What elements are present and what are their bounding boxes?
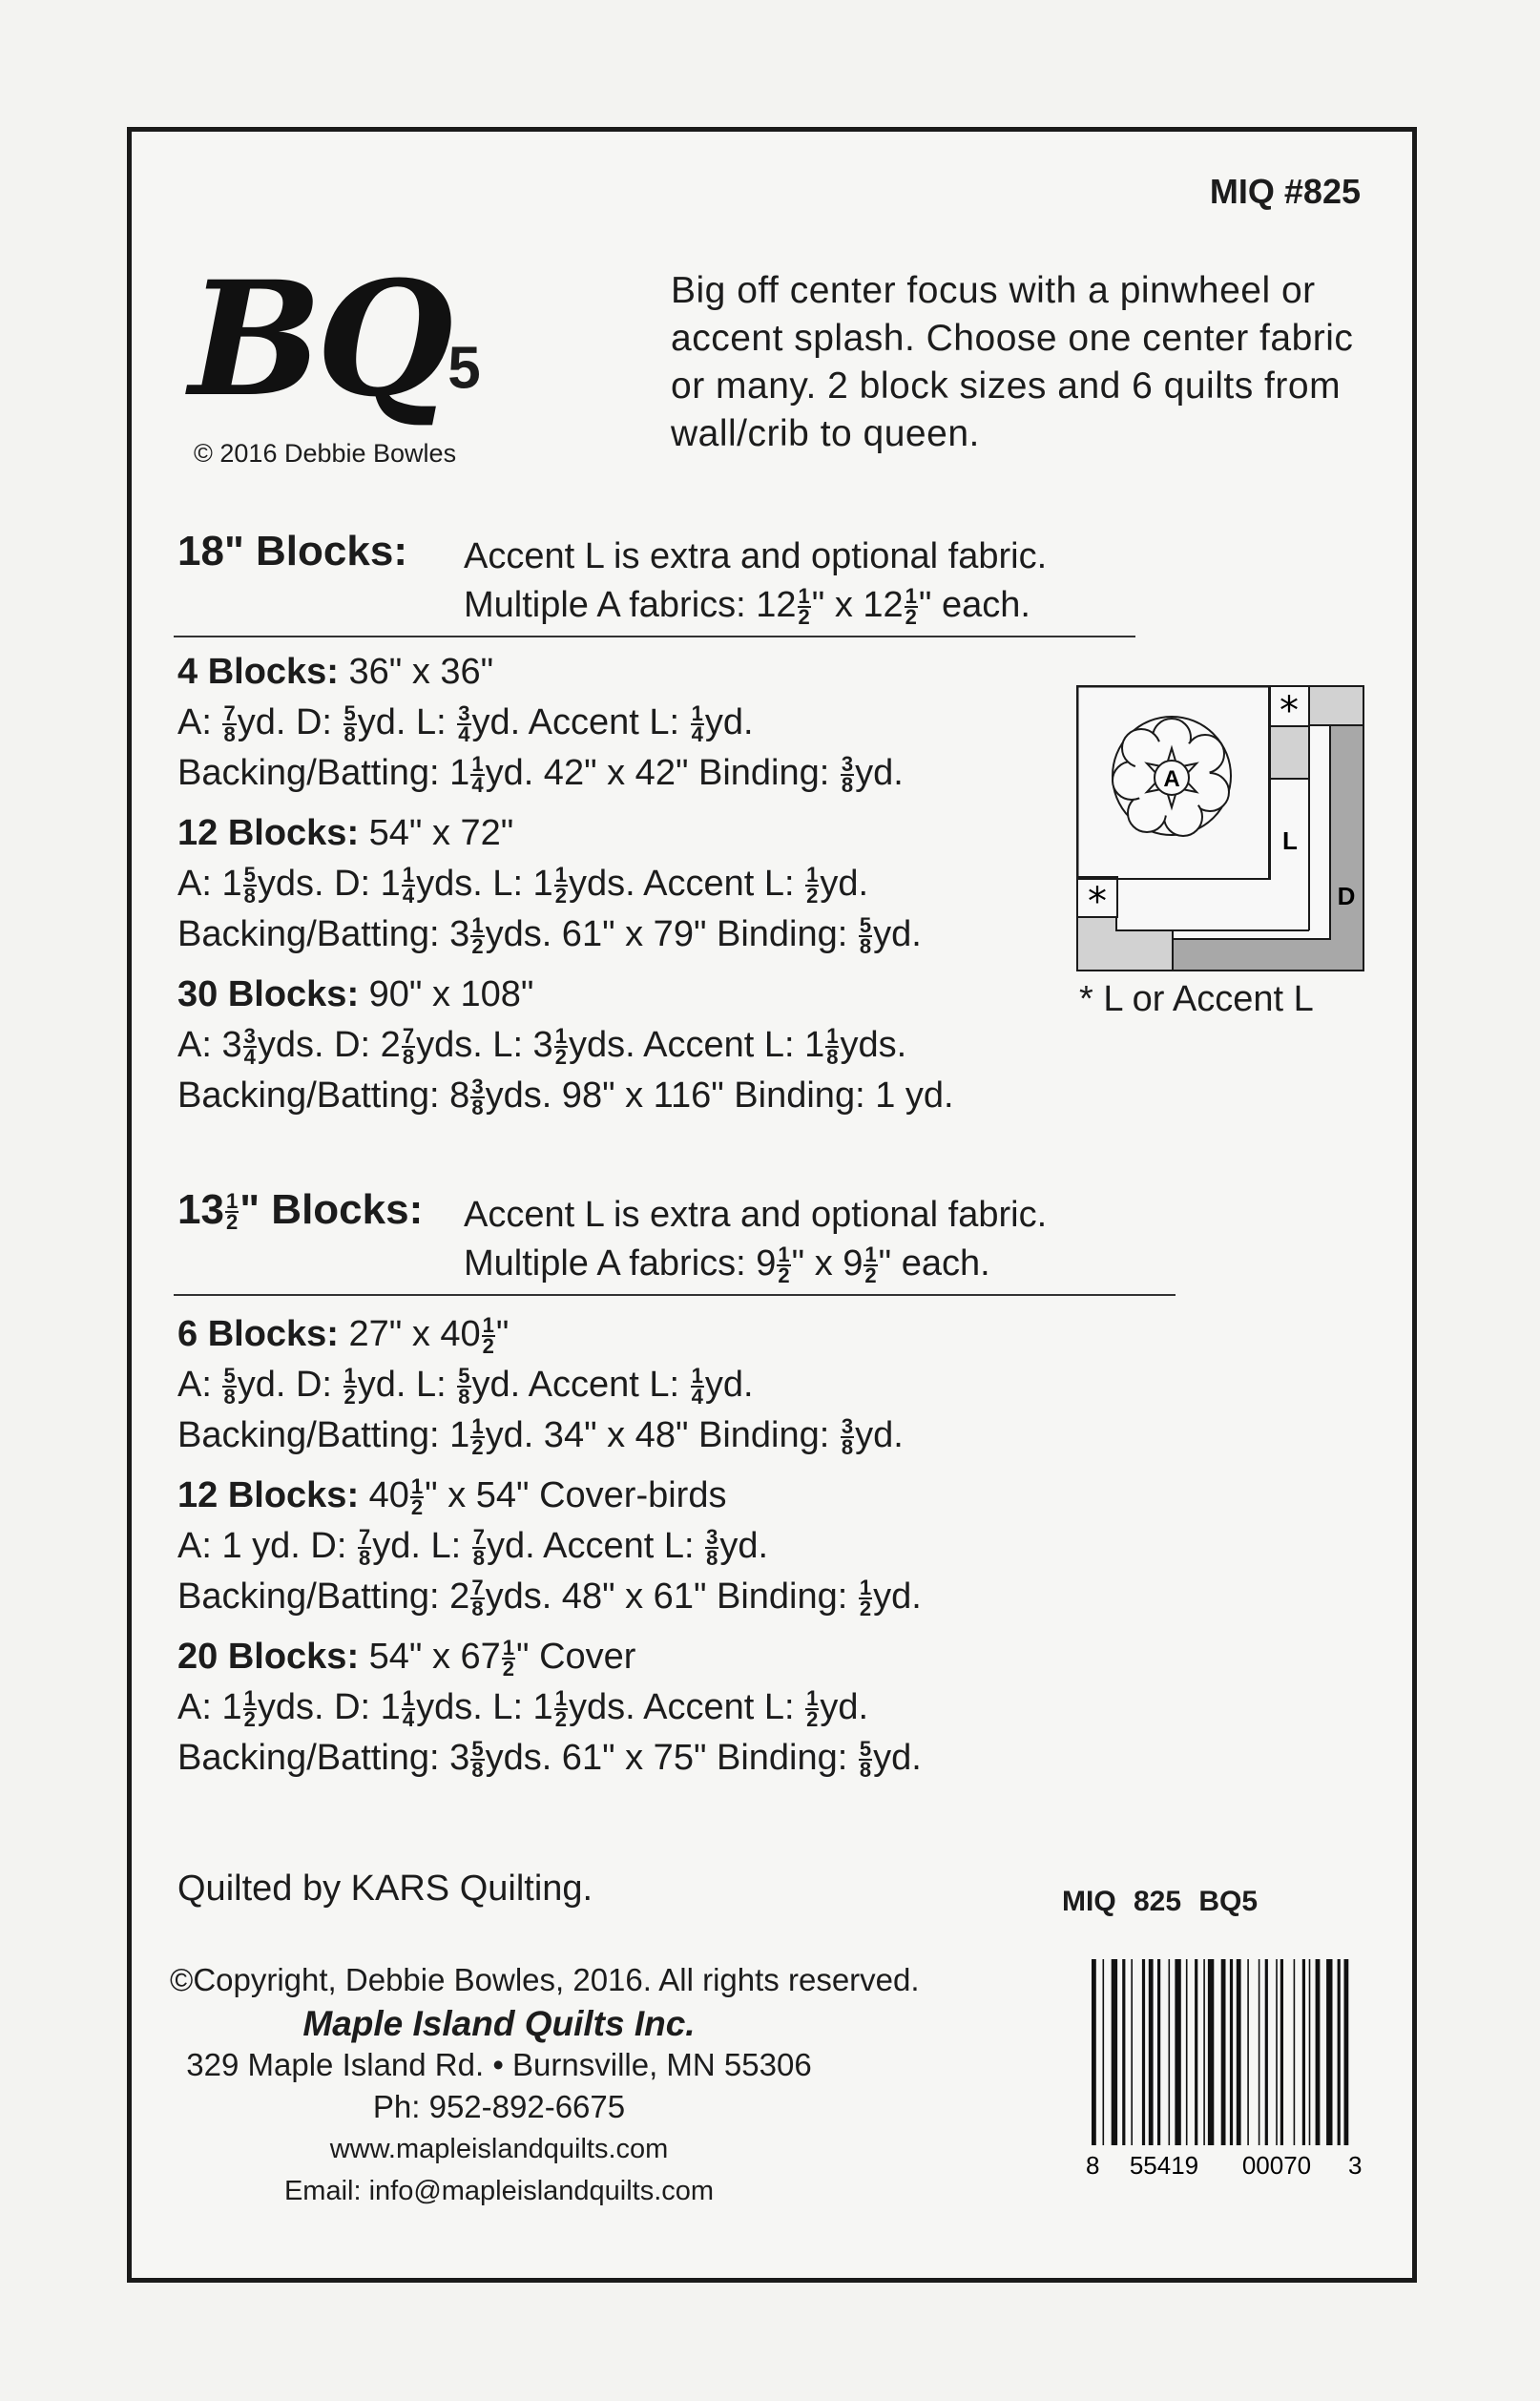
- barcode-bar: [1195, 1959, 1197, 2145]
- quilt-title-line: 30 Blocks: 90" x 108": [177, 974, 534, 1014]
- fraction: $\frac{5}{8}$: [243, 862, 256, 908]
- fraction: $\frac{1}{2}$: [410, 1473, 424, 1519]
- barcode-digit-right: 3: [1348, 2151, 1363, 2179]
- fraction: $\frac{1}{2}$: [778, 1242, 790, 1287]
- section-13-header: [177, 1186, 423, 1234]
- fraction: $\frac{1}{2}$: [243, 1685, 256, 1731]
- section-18-note-line2: [464, 581, 1047, 630]
- fraction: $\frac{3}{8}$: [471, 1074, 484, 1119]
- fraction: $\frac{5}{8}$: [859, 1736, 872, 1782]
- fraction: $\frac{1}{4}$: [402, 1685, 415, 1731]
- barcode-bar: [1186, 1959, 1188, 2145]
- fraction: $\frac{1}{2}$: [482, 1312, 494, 1358]
- section-18-rule: [174, 636, 1135, 637]
- fraction: $\frac{1}{2}$: [471, 912, 484, 958]
- label-d: D: [1337, 882, 1356, 910]
- fraction: $\frac{7}{8}$: [223, 700, 236, 746]
- quilt-title: 6 Blocks:: [177, 1314, 339, 1354]
- barcode-bar: [1230, 1959, 1233, 2145]
- fraction: $\frac{5}{8}$: [458, 1363, 470, 1409]
- pattern-back-cover: [127, 127, 1417, 2283]
- section-18-header: [177, 528, 407, 575]
- note-text: " each.: [878, 1243, 990, 1284]
- quilt-title-line: 4 Blocks: 36" x 36": [177, 652, 494, 692]
- backing-requirements: Backing/Batting: 3 $\frac{5}{8}$ yds. 61" x 75" Binding: $\frac{5}{8}$ yd.: [177, 1736, 922, 1782]
- fraction: $\frac{1}{2}$: [806, 1685, 819, 1731]
- barcode-bar: [1092, 1959, 1096, 2145]
- fraction: $\frac{3}{8}$: [841, 1413, 854, 1459]
- asterisk-bottom: *: [1088, 880, 1107, 924]
- logo-text: BQ: [189, 246, 448, 431]
- fraction: $\frac{7}{8}$: [472, 1524, 485, 1570]
- fraction: $\frac{1}{2}$: [225, 1189, 239, 1235]
- quilt-title: 12 Blocks:: [177, 1475, 360, 1515]
- fraction: $\frac{5}{8}$: [223, 1363, 236, 1409]
- note-text: " x 9: [791, 1243, 864, 1284]
- barcode-bar: [1208, 1959, 1214, 2145]
- pattern-description: Big off center focus with a pinwheel or accent splash. Choose one center fabric or many. 2 block sizes and 6 quilts from wall/crib to queen.: [671, 270, 1354, 454]
- label-a: A: [1163, 766, 1180, 792]
- quilt-size-group: [177, 1471, 922, 1622]
- label-l: L: [1282, 826, 1298, 855]
- section-18-note-line1: Accent L is extra and optional fabric.: [464, 536, 1048, 576]
- quilt-title: 12 Blocks:: [177, 813, 360, 853]
- block-outline: [1077, 686, 1363, 971]
- barcode-digits-left: 55419: [1129, 2151, 1199, 2179]
- note-text: Multiple A fabrics: 9: [464, 1243, 777, 1284]
- fraction: $\frac{1}{2}$: [554, 1685, 567, 1731]
- fraction: $\frac{5}{8}$: [343, 700, 356, 746]
- company-phone: Ph: 952-892-6675: [372, 2089, 626, 2124]
- barcode-bar: [1131, 1959, 1133, 2145]
- fraction: $\frac{5}{8}$: [471, 1736, 484, 1782]
- fabric-requirements: A: 3 $\frac{3}{4}$ yds. D: 2 $\frac{7}{8}$ yds. L: 3 $\frac{1}{2}$ yds. Accent L: 1 $\frac{1}{8}$ yds.: [177, 1023, 907, 1069]
- backing-requirements: Backing/Batting: 8 $\frac{3}{8}$ yds. 98" x 116" Binding: 1 yd.: [177, 1074, 954, 1119]
- barcode-icon: [1086, 1959, 1363, 2179]
- barcode-bar: [1103, 1959, 1105, 2145]
- backing-requirements: Backing/Batting: 2 $\frac{7}{8}$ yds. 48" x 61" Binding: $\frac{1}{2}$ yd.: [177, 1575, 922, 1620]
- quilt-title: 30 Blocks:: [177, 974, 360, 1014]
- company-email: Email: info@mapleislandquilts.com: [283, 2176, 715, 2206]
- section-13-note-line1: Accent L is extra and optional fabric.: [464, 1195, 1048, 1235]
- note-text: " each.: [918, 585, 1030, 625]
- quilt-title: 4 Blocks:: [177, 652, 339, 692]
- note-text: " x 12: [811, 585, 904, 625]
- quilt-title: 20 Blocks:: [177, 1637, 360, 1677]
- fraction: $\frac{1}{4}$: [471, 751, 484, 797]
- copyright-notice: ©Copyright, Debbie Bowles, 2016. All rights reserved.: [170, 1962, 920, 1997]
- fabric-requirements: A: $\frac{7}{8}$ yd. D: $\frac{5}{8}$ yd. L: $\frac{3}{4}$ yd. Accent L: $\frac{1}{4}$ yd.: [177, 700, 754, 746]
- section-13-rule: [174, 1294, 1176, 1296]
- backing-requirements: Backing/Batting: 1 $\frac{1}{2}$ yd. 34" x 48" Binding: $\frac{3}{8}$ yd.: [177, 1413, 904, 1459]
- fabric-requirements: A: $\frac{5}{8}$ yd. D: $\frac{1}{2}$ yd. L: $\frac{5}{8}$ yd. Accent L: $\frac{1}{4}$ yd.: [177, 1363, 754, 1409]
- quilt-size-group: [177, 647, 954, 799]
- section-13-note-line2: [464, 1240, 1047, 1288]
- bq5-logo: [189, 246, 628, 466]
- fabric-requirements: A: 1 $\frac{5}{8}$ yds. D: 1 $\frac{1}{4}$ yds. L: 1 $\frac{1}{2}$ yds. Accent L: $\frac{1}{2}$ yd.: [177, 862, 869, 908]
- section-18-note: [464, 532, 1047, 630]
- barcode-bar: [1344, 1959, 1349, 2145]
- fraction: $\frac{1}{8}$: [826, 1023, 839, 1069]
- barcode-bar: [1280, 1959, 1283, 2145]
- fraction: $\frac{1}{2}$: [502, 1635, 515, 1681]
- quilt-title-line: 12 Blocks: 54" x 72": [177, 813, 514, 853]
- fraction: $\frac{1}{4}$: [402, 862, 415, 908]
- fraction: $\frac{3}{4}$: [458, 700, 470, 746]
- fraction: $\frac{1}{2}$: [471, 1413, 484, 1459]
- company-name: Maple Island Quilts Inc.: [302, 2004, 696, 2043]
- barcode-bar: [1112, 1959, 1117, 2145]
- barcode-bar: [1302, 1959, 1305, 2145]
- fraction: $\frac{1}{2}$: [343, 1363, 356, 1409]
- barcode-bar: [1237, 1959, 1241, 2145]
- barcode-bar: [1149, 1959, 1154, 2145]
- backing-requirements: Backing/Batting: 3 $\frac{1}{2}$ yds. 61" x 79" Binding: $\frac{5}{8}$ yd.: [177, 912, 922, 958]
- pattern-number: MIQ #825: [1209, 172, 1361, 211]
- barcode-bar: [1259, 1959, 1260, 2145]
- asterisk-top: *: [1280, 689, 1299, 733]
- section-13-note: [464, 1191, 1047, 1288]
- publisher-info: [170, 1962, 1048, 2212]
- fraction: $\frac{1}{2}$: [859, 1575, 872, 1620]
- quilt-size-group: [177, 1632, 922, 1784]
- quilted-by: Quilted by KARS Quilting.: [177, 1869, 593, 1909]
- barcode-bar: [1203, 1959, 1205, 2145]
- barcode-bar: [1175, 1959, 1180, 2145]
- barcode-bar: [1169, 1959, 1171, 2145]
- fraction: $\frac{3}{4}$: [243, 1023, 256, 1069]
- barcode-digits-right: 00070: [1241, 2151, 1312, 2179]
- fraction: $\frac{1}{4}$: [691, 700, 703, 746]
- quilt-size-group: [177, 808, 954, 960]
- quilt-size-group: [177, 970, 954, 1121]
- block-diagram: [1076, 685, 1364, 971]
- barcode-bar: [1338, 1959, 1341, 2145]
- barcode-bar: [1247, 1959, 1249, 2145]
- quilt-title-line: 6 Blocks: 27" x 40 $\frac{1}{2}$ ": [177, 1312, 510, 1358]
- backing-requirements: Backing/Batting: 1 $\frac{1}{4}$ yd. 42" x 42" Binding: $\frac{3}{8}$ yd.: [177, 751, 904, 797]
- fraction: $\frac{7}{8}$: [402, 1023, 415, 1069]
- fraction: $\frac{1}{2}$: [905, 583, 917, 629]
- barcode-bar: [1157, 1959, 1160, 2145]
- barcode-digit-left: 8: [1086, 2151, 1100, 2179]
- barcode-bar: [1276, 1959, 1278, 2145]
- note-text: Multiple A fabrics: 12: [464, 585, 797, 625]
- fraction: $\frac{1}{2}$: [554, 1023, 567, 1069]
- fraction: $\frac{3}{8}$: [706, 1524, 718, 1570]
- barcode-bar: [1221, 1959, 1226, 2145]
- barcode-bar: [1294, 1959, 1296, 2145]
- fabric-requirements: A: 1 yd. D: $\frac{7}{8}$ yd. L: $\frac{7}{8}$ yd. Accent L: $\frac{3}{8}$ yd.: [177, 1524, 769, 1570]
- fraction: $\frac{7}{8}$: [471, 1575, 484, 1620]
- fraction: $\frac{5}{8}$: [859, 912, 872, 958]
- barcode-label: MIQ 825 BQ5: [1062, 1886, 1259, 1917]
- barcode-bar: [1309, 1959, 1311, 2145]
- barcode-bar: [1326, 1959, 1332, 2145]
- barcode-bar: [1265, 1959, 1268, 2145]
- quilt-title-line: 20 Blocks: 54" x 67 $\frac{1}{2}$ " Cover: [177, 1635, 636, 1681]
- fraction: $\frac{1}{2}$: [864, 1242, 877, 1287]
- barcode-bar: [1316, 1959, 1321, 2145]
- fraction: $\frac{1}{2}$: [806, 862, 819, 908]
- fraction: $\frac{1}{2}$: [554, 862, 567, 908]
- quilt-title-line: 12 Blocks: 40 $\frac{1}{2}$ " x 54" Cover-birds: [177, 1473, 727, 1519]
- quilt-size-group: [177, 1309, 922, 1461]
- company-website: www.mapleislandquilts.com: [329, 2134, 669, 2164]
- section-13-heading: 13 $\frac{1}{2}$ " Blocks:: [177, 1186, 424, 1235]
- barcode-bar: [1122, 1959, 1125, 2145]
- fabric-requirements: A: 1 $\frac{1}{2}$ yds. D: 1 $\frac{1}{4}$ yds. L: 1 $\frac{1}{2}$ yds. Accent L: $\frac{1}{2}$ yd.: [177, 1685, 869, 1731]
- logo-copyright: © 2016 Debbie Bowles: [194, 439, 457, 468]
- fraction: $\frac{1}{4}$: [691, 1363, 703, 1409]
- section-18-heading: 18" Blocks:: [177, 528, 407, 574]
- quilts-18-list: [177, 647, 954, 1131]
- fraction: $\frac{3}{8}$: [841, 751, 854, 797]
- quilts-13-list: [177, 1309, 922, 1793]
- fraction: $\frac{1}{2}$: [798, 583, 810, 629]
- barcode-bar: [1142, 1959, 1145, 2145]
- logo-superscript: 5: [447, 335, 481, 402]
- company-address: 329 Maple Island Rd. • Burnsville, MN 55306: [186, 2047, 812, 2082]
- fraction: $\frac{7}{8}$: [358, 1524, 371, 1570]
- diagram-caption: * L or Accent L: [1079, 979, 1314, 1019]
